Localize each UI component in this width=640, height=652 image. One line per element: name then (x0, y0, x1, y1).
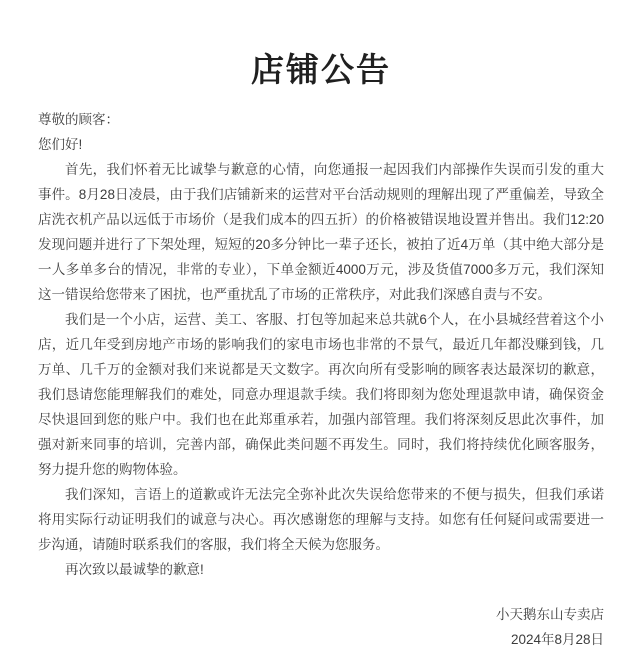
announcement-date: 2024年8月28日 (510, 632, 604, 647)
body-paragraph-2: 我们是一个小店，运营、美工、客服、打包等加起来总共就6个人，在小县城经营着这个小店，近几年受到房地产市场的影响我们的家电市场也非常的不景气，最近几年都没赚到钱，几万单、几千万的金额对我们来说都是天文数字。再次向所有受影响的顾客表达最深切的歉意，我们恳请您能理解我们的难处，同意办理退款手续。我们将即刻为您处理退款申请，确保资金尽快退回到您的账户中。我们也在此郑重承若，加强内部管理。我们将深刻反思此次事件，加强对新来同事的培训，完善内部，确保此类问题不再发生。同时，我们将持续优化顾客服务，努力提升您的购物体验。 (38, 312, 604, 477)
salutation: 尊敬的顾客： (38, 112, 119, 127)
body-paragraph-3: 我们深知，言语上的道歉或许无法完全弥补此次失误给您带来的不便与损失，但我们承诺将用实际行动证明我们的诚意与决心。再次感谢您的理解与支持。如您有任何疑问或需要进一步沟通，请随时联系我们的客服，我们将全天候为您服务。 (38, 487, 604, 552)
announcement-body (38, 107, 604, 652)
signature-block (38, 602, 604, 652)
closing-line: 再次致以最诚挚的歉意! (65, 562, 204, 577)
store-signature: 小天鹅东山专卖店 (496, 607, 604, 622)
announcement-title: 店铺公告 (251, 51, 391, 88)
greeting: 您们好! (38, 137, 83, 152)
body-paragraph-1: 首先，我们怀着无比诚挚与歉意的心情，向您通报一起因我们内部操作失误而引发的重大事件。8月28日凌晨，由于我们店铺新来的运营对平台活动规则的理解出现了严重偏差，导致全店洗衣机产品以远低于市场价（是我们成本的四五折）的价格被错误地设置并售出。我们12:20发现问题并进行了下架处理，短短的20多分钟比一辈子还长，被拍了近4万单（其中绝大部分是一人多单多台的情况，非常的专业），下单金额近4000万元，涉及货值7000多万元，我们深知这一错误给您带来了困扰，也严重扰乱了市场的正常秩序，对此我们深感自责与不安。 (38, 162, 604, 302)
